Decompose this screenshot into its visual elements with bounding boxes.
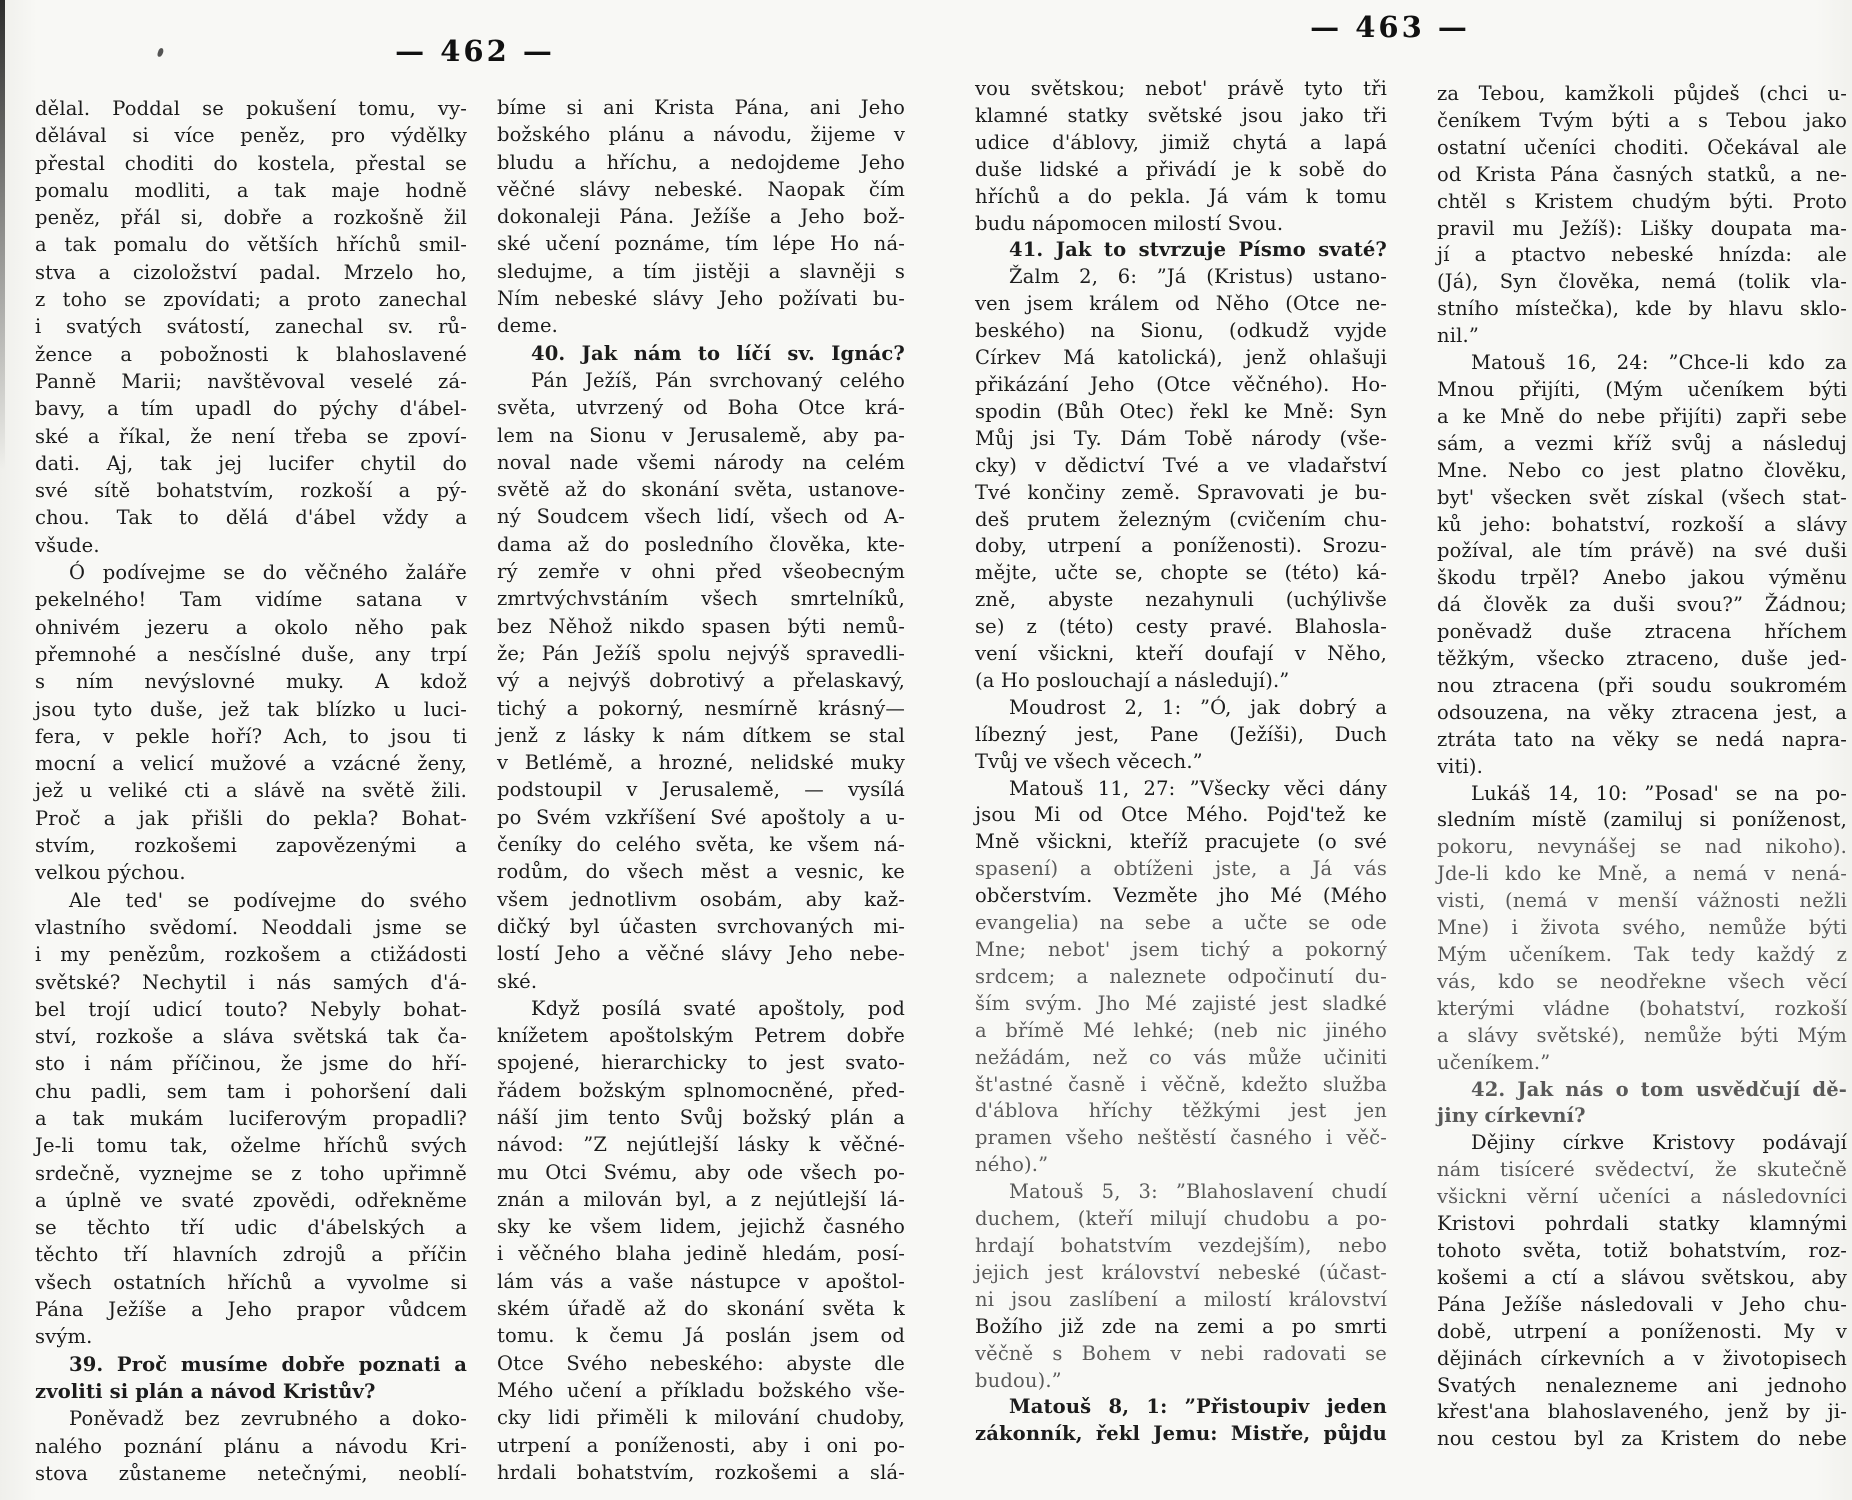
text-line: deš prutem železným (cvičením chu- (975, 507, 1387, 531)
text-line: viti). (1437, 754, 1484, 778)
text-line: cky) v dědictví Tvé a ve vladařství (975, 453, 1387, 477)
text-line: jsou tyto duše, jež tak blízko u luci- (35, 697, 467, 721)
text-line: Mně všickni, kteříž pracujete (o své (975, 830, 1387, 854)
text-line: ný Soudcem všech lidí, všech od A- (497, 505, 905, 529)
text-line: stního místečka), kde by hlavu sklo- (1437, 297, 1847, 321)
text-line: sky ke všem lidem, jejichž časného (497, 1215, 905, 1239)
text-line: (Já), Syn člověka, nemá (tolik vla- (1437, 270, 1847, 294)
text-line: přestal choditi do kostela, přestal se (35, 151, 467, 175)
text-line: klamné statky světské jsou jako tři (975, 103, 1387, 127)
page-462-column-2 (497, 94, 905, 1486)
page-462-column-1 (35, 95, 467, 1487)
text-line: jí a ptactvo nebeské hnízda: ale (1437, 243, 1847, 267)
text-line: doby, utrpení a poníženosti). Srozu- (975, 534, 1387, 558)
text-line: stova zůstaneme netečnými, neoblí- (35, 1461, 467, 1485)
text-line: srdečně, vyznejme se z toho upřimně (35, 1161, 467, 1185)
text-line: se těchto tří udic d'ábelských a (35, 1216, 467, 1240)
text-line: Matouš 8, 1: ”Přistoupiv jeden (1009, 1395, 1387, 1419)
text-line: a tak mukám luciferovým propadli? (35, 1106, 467, 1130)
text-line: znán a milován byl, a z nejútlejší lá- (497, 1187, 905, 1211)
text-line: tohoto světa, totiž bohatstvím, roz- (1437, 1238, 1847, 1262)
text-line: dělával si více peněz, pro výdělky (35, 124, 467, 148)
text-line: z toho se zpovídati; a proto zanechal (35, 288, 467, 312)
text-line: knížetem apoštolským Petrem dobře (497, 1024, 905, 1048)
text-line: dějinách církevních a v životopisech (1437, 1346, 1847, 1370)
text-line: jenž z lásky k nám dítkem se stal (497, 723, 905, 747)
text-line: sám, a vezmi kříž svůj a následuj (1437, 431, 1847, 455)
text-line: lostí Jeho a věčné slávy Jeho nebe- (497, 942, 905, 966)
text-line: Pán Ježíš, Pán svrchovaný celého (531, 368, 905, 392)
text-line: beského) na Sionu, (odkudž vyjde (975, 319, 1387, 343)
text-line: a tak pomalu do větších hříchů smil- (35, 233, 467, 257)
text-line: pokoru, nevynášej se nad nikoho). (1437, 835, 1847, 859)
text-line: světské? Nechytil i nás samých d'á- (35, 970, 467, 994)
text-line: deme. (497, 314, 559, 338)
text-line: d'áblova hříchy těžkými jest jen (975, 1099, 1387, 1123)
text-line: své sítě bohatstvím, rozkoší a pý- (35, 479, 467, 503)
text-line: světa, utvrzený od Boha Otce krá- (497, 396, 905, 420)
text-line: bludu a hříchu, a nedojdeme Jeho (497, 150, 905, 174)
text-line: Matouš 16, 24: ”Chce-li kdo za (1471, 351, 1847, 375)
text-line: a slávy světské), nemůže býti Mým (1437, 1023, 1847, 1047)
text-line: budou).” (975, 1368, 1062, 1392)
page-number-462: — 462 — (395, 34, 555, 68)
text-line: Když posílá svaté apoštoly, pod (531, 996, 905, 1020)
text-line: stvím, rozkošemi zapovězenými a (35, 834, 467, 858)
page-number-463: — 463 — (1310, 10, 1470, 44)
text-line: duše lidské a přivádí je k sobě do (975, 157, 1387, 181)
text-line: od Krista Pána časných statků, a ne- (1437, 162, 1847, 186)
text-line: věčně s Bohem v nebi radovati se (975, 1341, 1387, 1365)
text-line: utrpení a poníženosti, aby i oni po- (497, 1433, 905, 1457)
text-line: ské a říkal, že není třeba se zpoví- (35, 424, 467, 448)
text-line: Ním nebeské slávy Jeho požívati bu- (497, 287, 905, 311)
text-line: Církev Má katolická), jenž ohlašuji (975, 346, 1387, 370)
text-line: ného).” (975, 1153, 1049, 1177)
text-line: lám vás a vaše nástupce v apoštol- (497, 1269, 905, 1293)
scan-ink-speck (157, 47, 165, 57)
text-line: srdcem; a naleznete odpočinutí du- (975, 964, 1387, 988)
text-line: pomalu modliti, a tak maje hodně (35, 178, 467, 202)
text-line: návod: ”Z nejútlejší lásky k věčné- (497, 1133, 905, 1157)
text-line: budu nápomocen milostí Svou. (975, 211, 1284, 235)
text-line: Božího již zde na zemi a po smrti (975, 1314, 1387, 1338)
page-463-column-1 (975, 76, 1387, 1448)
text-line: tomu. k čemu Já poslán jsem od (497, 1324, 905, 1348)
text-line: podstoupil v Jerusalemě, — vysílá (497, 778, 905, 802)
text-line: spojené, hierarchicky to jest svato- (497, 1051, 905, 1075)
text-line: Svatých nenalezneme ani jednoho (1437, 1373, 1847, 1397)
text-line: dama až do posledního člověka, kte- (497, 532, 905, 556)
text-line: Otce Svého nebeského: abyste dle (497, 1351, 905, 1375)
text-line: košemi a ctí a slávou světskou, aby (1437, 1265, 1847, 1289)
text-line: sledujme, a tím jistěji a slavněji s (497, 259, 905, 283)
text-line: se) z (této) cesty pravé. Blahosla- (975, 615, 1387, 639)
text-line: učeníkem.” (1437, 1050, 1551, 1074)
text-line: a ke Mně do nebe přijíti) zapři sebe (1437, 404, 1847, 428)
text-line: Matouš 11, 27: ”Všecky věci dány (1009, 776, 1387, 800)
text-line: a břímě Mé lehké; (neb nic jiného (975, 1018, 1387, 1042)
text-line: zně, abyste nezahynuli (uchýlivše (975, 588, 1387, 612)
text-line: že; Pán Ježíš spolu nejvýš spravedli- (497, 641, 905, 665)
text-line: udice d'áblovy, jimiž chytá a lapá (975, 130, 1387, 154)
text-line: Kristovi pohrdali statky klamnými (1437, 1212, 1847, 1236)
text-line: Moudrost 2, 1: ”Ó, jak dobrý a (1009, 695, 1387, 719)
text-line: i my penězům, rozkošem a ctižádosti (35, 943, 467, 967)
text-line: Panně Marii; navštěvoval veselé zá- (35, 369, 467, 393)
text-line: ším svým. Jho Mé zajisté jest sladké (975, 991, 1387, 1015)
text-line: požíval, ale tím právě) na své duši (1437, 539, 1847, 563)
text-line: 40. Jak nám to líčí sv. Ignác? (531, 341, 905, 365)
text-line: jež u veliké cti a slávě na světě žili. (35, 779, 467, 803)
text-line: Žalm 2, 6: ”Já (Kristus) ustano- (1009, 265, 1387, 289)
scan-edge-artifact (0, 0, 5, 470)
text-line: jsou Mi od Otce Mého. Pojd'tež ke (975, 803, 1387, 827)
text-line: i věčného blaha jedině hledám, posí- (497, 1242, 905, 1266)
text-line: poněvadž duše ztracena hříchem (1437, 620, 1847, 644)
text-line: Můj jsi Ty. Dám Tobě národy (vše- (975, 426, 1387, 450)
text-line: nám tisíceré svědectví, že skutečně (1437, 1158, 1847, 1182)
text-line: ohnivém jezeru a okolo něho pak (35, 615, 467, 639)
text-line: nou cestou byl za Kristem do nebe (1437, 1427, 1847, 1451)
text-line: líbezný jest, Pane (Ježíši), Duch (975, 722, 1387, 746)
text-line: Pána Ježíše následovali v Jeho chu- (1437, 1292, 1847, 1316)
text-line: božského plánu a návodu, žijeme v (497, 123, 905, 147)
text-line: rodům, do všech měst a vesnic, ke (497, 860, 905, 884)
text-line: všem jednotlivm osobám, aby kaž- (497, 887, 905, 911)
text-line: zvoliti si plán a návod Kristův? (35, 1379, 376, 1403)
text-line: nalého poznání plánu a návodu Kri- (35, 1434, 467, 1458)
text-line: ském úřadě až do skonání světa k (497, 1297, 905, 1321)
text-line: chtěl s Kristem chudým býti. Proto (1437, 189, 1847, 213)
text-line: všickni věrní učeníci a následovníci (1437, 1185, 1847, 1209)
text-line: svým. (35, 1325, 93, 1349)
text-line: křest'ana blahoslaveného, jenž by ji- (1437, 1400, 1847, 1424)
text-line: ků jeho: bohatství, rozkoší a slávy (1437, 512, 1847, 536)
text-line: 41. Jak to stvrzuje Písmo svaté? (1009, 238, 1387, 262)
text-line: spasení) a obtíženi jste, a Já vás (975, 857, 1387, 881)
text-line: nou ztracena (při soudu soukromém (1437, 673, 1847, 697)
text-line: přemnohé a nesčíslné duše, any trpí (35, 642, 467, 666)
text-line: kterými vládne (bohatství, rozkoší (1437, 996, 1847, 1020)
text-line: jiny církevní? (1437, 1104, 1586, 1128)
page-463-column-2 (1437, 81, 1847, 1453)
text-line: evangelia) na sebe a učte se ode (975, 911, 1387, 935)
text-line: 42. Jak nás o tom usvědčují dě- (1471, 1077, 1847, 1101)
text-line: a úplně ve svaté zpovědi, odřekněme (35, 1188, 467, 1212)
text-line: i svatých svátostí, zanechal sv. rů- (35, 315, 467, 339)
text-line: přikázání Jeho (Otce věčného). Ho- (975, 372, 1387, 396)
text-line: hrdají bohatstvím vezdejším), nebo (975, 1233, 1387, 1257)
text-line: řádem božským splnomocněné, před- (497, 1078, 905, 1102)
text-line: ství, rozkoše a sláva světská tak ča- (35, 1025, 467, 1049)
text-line: pravil mu Ježíš): Lišky doupata ma- (1437, 216, 1847, 240)
text-line: rý zemře v ohni před všeobecným (497, 560, 905, 584)
text-line: Jde-li kdo ke Mně, a nemá v nená- (1437, 862, 1847, 886)
text-line: dičký byl účasten svrchovaných mi- (497, 914, 905, 938)
text-line: Tvůj ve všech věcech.” (975, 749, 1203, 773)
text-line: bíme si ani Krista Pána, ani Jeho (497, 96, 905, 119)
text-line: občerstvím. Vezměte jho Mé (Mého (975, 884, 1387, 908)
text-line: všude. (35, 533, 100, 557)
text-line: po Svém vzkříšení Své apoštoly a u- (497, 805, 905, 829)
text-line: peněz, přál si, dobře a rozkošně žil (35, 206, 467, 230)
text-line: Ó podívejme se do věčného žaláře (69, 561, 467, 585)
text-line: světě až do skonání světa, ustanove- (497, 478, 905, 502)
text-line: Mne; nebot' jsem tichý a pokorný (975, 938, 1387, 961)
text-line: sto i nám příčinou, že jsme do hří- (35, 1052, 467, 1076)
text-line: byt' všecken svět získal (všech stat- (1437, 485, 1847, 509)
text-line: Lukáš 14, 10: ”Posad' se na po- (1471, 781, 1847, 805)
text-line: bavy, a tím upadl do pýchy d'ábel- (35, 397, 467, 421)
text-line: náší jim tento Svůj božský plán a (497, 1105, 905, 1129)
text-line: jejich jest království nebeské (účast- (975, 1260, 1387, 1284)
text-line: Mým učeníkem. Tak tedy každý z (1437, 943, 1847, 966)
text-line: v Betlémě, a hrozné, nelidské muky (497, 751, 905, 775)
text-line: ztráta tato na věky se nedá napra- (1437, 727, 1847, 751)
text-line: Tvé končiny země. Spravovati je bu- (975, 480, 1387, 504)
text-line: vás, kdo se neodřekne všech věcí (1437, 969, 1847, 993)
text-line: vý a nejvýš dobrotivý a přelaskavý, (497, 669, 905, 693)
text-line: Poněvadž bez zevrubného a doko- (69, 1407, 467, 1431)
text-line: zákonník, řekl Jemu: Mistře, půjdu (975, 1422, 1387, 1446)
text-line: mocní a velicí mužové a vzácné ženy, (35, 752, 467, 776)
text-line: bel trojí udicí touto? Nebyly bohat- (35, 997, 467, 1021)
text-line: cky lidi přiměli k milování chudoby, (497, 1406, 905, 1430)
text-line: noval nade všemi národy na celém (497, 450, 905, 474)
text-line: zmrtvýchvstáním všech smrtelníků, (497, 587, 905, 611)
text-line: vení všickni, kteří doufají v Něho, (975, 642, 1387, 666)
text-line: škodu trpěl? Anebo jakou výměnu (1437, 566, 1847, 590)
text-line: s ním nevýslovné muky. A kdož (35, 670, 467, 694)
text-line: odsouzena, na věky ztracena jest, a (1437, 700, 1847, 724)
text-line: 39. Proč musíme dobře poznati a (69, 1352, 467, 1376)
text-line: visti, (nemá v menší vážnosti nežli (1437, 889, 1847, 913)
text-line: Mnou přijíti, (Mým učeníkem býti (1437, 377, 1847, 401)
text-line: mu Otci Svému, aby ode všech po- (497, 1160, 905, 1184)
text-line: sledním místě (zamiluj si poníženost, (1437, 808, 1847, 832)
text-line: št'astné časně i věčně, kdežto služba (975, 1072, 1387, 1096)
text-line: bez Něhož nikdo spasen býti nemů- (497, 614, 905, 638)
text-line: Mne. Nebo co jest platno člověku, (1437, 458, 1847, 482)
text-line: vou světskou; nebot' právě tyto tři (975, 77, 1387, 100)
text-line: tichý a pokorný, nesmírně krásný— (497, 696, 905, 720)
text-line: věčné slávy nebeské. Naopak čím (497, 177, 905, 201)
text-line: fera, v pekle hoří? Ach, to jsou ti (35, 724, 467, 748)
text-line: Matouš 5, 3: ”Blahoslavení chudí (1009, 1180, 1387, 1204)
text-line: těžkým, všecko ztraceno, duše jed- (1437, 647, 1847, 671)
text-line: době, utrpení a poníženosti. My v (1437, 1319, 1847, 1343)
text-line: Dějiny církve Kristovy podávají (1471, 1131, 1847, 1155)
text-line: spodin (Bůh Otec) řekl ke Mně: Syn (975, 399, 1387, 423)
text-line: (a Ho poslouchají a následují).” (975, 668, 1290, 692)
text-line: ni jsou zaslíbení a milostí království (975, 1287, 1387, 1311)
text-line: ské učení poznáme, tím lépe Ho ná- (497, 232, 905, 256)
text-line: lem na Sionu v Jerusalemě, aby pa- (497, 423, 905, 447)
text-line: pramen všeho neštěstí časného i věč- (975, 1126, 1387, 1150)
text-line: čeníky do celého světa, ke všem ná- (497, 833, 905, 857)
text-line: Ale ted' se podívejme do svého (69, 888, 467, 912)
text-line: stva a cizoložství padal. Mrzelo ho, (35, 260, 467, 284)
text-line: pekelného! Tam vidíme satana v (35, 588, 467, 612)
text-line: chou. Tak to dělá d'ábel vždy a (35, 506, 467, 530)
text-line: duchem, (kteří milují chudobu a po- (975, 1207, 1387, 1231)
text-line: čeníkem Tvým býti a s Tebou jako (1437, 108, 1847, 132)
text-line: nil.” (1437, 324, 1479, 348)
text-line: mějte, učte se, chopte se (této) ká- (975, 561, 1387, 585)
text-line: chu padli, sem tam i pohoršení dali (35, 1079, 467, 1103)
text-line: Proč a jak přišli do pekla? Bohat- (35, 806, 467, 830)
text-line: ské. (497, 969, 538, 993)
text-line: žence a pobožnosti k blahoslavené (35, 342, 467, 366)
text-line: dati. Aj, tak jej lucifer chytil do (35, 451, 467, 475)
text-line: všech ostatních hříchů a vyvolme si (35, 1270, 467, 1294)
text-line: Mne) i života svého, nemůže býti (1437, 916, 1847, 940)
text-line: Pána Ježíše a Jeho prapor vůdcem (35, 1298, 467, 1322)
text-line: velkou pýchou. (35, 861, 186, 885)
text-line: vlastního svědomí. Neoddali jsme se (35, 915, 467, 939)
text-line: nežádám, než co vás může učiniti (975, 1045, 1387, 1069)
text-line: ven jsem králem od Něho (Otce ne- (975, 292, 1387, 316)
text-line: Mého učení a příkladu božského vše- (497, 1378, 905, 1402)
text-line: dokonaleji Pána. Ježíše a Jeho bož- (497, 205, 905, 229)
text-line: hříchů a do pekla. Já vám k tomu (975, 184, 1387, 208)
text-line: dá člověk za duši svou?” Žádnou; (1437, 593, 1847, 617)
text-line: Je-li tomu tak, oželme hříchů svých (35, 1134, 467, 1158)
text-line: za Tebou, kamžkoli půjdeš (chci u- (1437, 82, 1847, 105)
text-line: ostatní učeníci choditi. Očekával ale (1437, 135, 1847, 159)
text-line: hrdali bohatstvím, rozkošemi a slá- (497, 1460, 905, 1484)
text-line: těchto tří hlavních zdrojů a příčin (35, 1243, 467, 1267)
text-line: dělal. Poddal se pokušení tomu, vy- (35, 97, 467, 120)
